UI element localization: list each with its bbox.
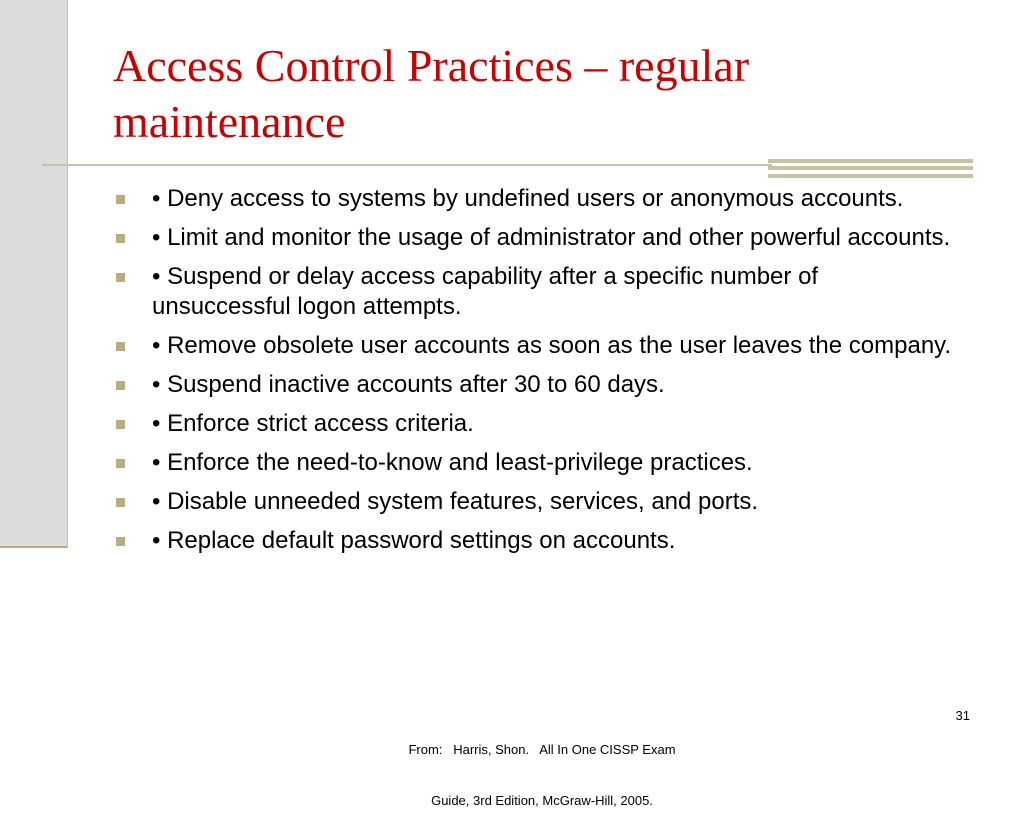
side-decor-band: [0, 0, 67, 546]
bullet-text: • Disable unneeded system features, services, and ports.: [152, 488, 759, 515]
list-item: [113, 184, 963, 214]
footer-source-citation: [372, 707, 712, 826]
bullet-list: [113, 184, 963, 565]
footer-source-line: From: Harris, Shon. All In One CISSP Exam: [408, 742, 676, 757]
accent-bar: [768, 174, 973, 178]
bullet-text: • Replace default password settings on accounts.: [152, 527, 676, 554]
side-decor-rule: [0, 546, 67, 548]
square-bullet-icon: [116, 537, 125, 546]
square-bullet-icon: [116, 498, 125, 507]
accent-bar: [768, 166, 973, 170]
bullet-text: • Enforce strict access criteria.: [152, 410, 474, 437]
footer-source-line: Guide, 3rd Edition, McGraw-Hill, 2005.: [431, 793, 653, 808]
list-item: [113, 448, 963, 478]
list-item: [113, 526, 963, 556]
square-bullet-icon: [116, 381, 125, 390]
list-item: [113, 487, 963, 517]
bullet-text: • Deny access to systems by undefined users or anonymous accounts.: [152, 185, 904, 212]
bullet-text: • Limit and monitor the usage of administrator and other powerful accounts.: [152, 224, 951, 251]
square-bullet-icon: [116, 420, 125, 429]
list-item: [113, 262, 963, 322]
slide-number: 31: [955, 708, 970, 723]
list-item: [113, 331, 963, 361]
square-bullet-icon: [116, 459, 125, 468]
list-item: [113, 409, 963, 439]
bullet-text: • Suspend or delay access capability after a specific number of unsuccessful logon attempts.: [152, 263, 819, 320]
accent-bar: [768, 159, 973, 163]
bullet-text: • Suspend inactive accounts after 30 to 60 days.: [152, 371, 665, 398]
bullet-text: • Remove obsolete user accounts as soon as the user leaves the company.: [152, 332, 952, 359]
square-bullet-icon: [116, 342, 125, 351]
bullet-text: • Enforce the need-to-know and least-privilege practices.: [152, 449, 753, 476]
square-bullet-icon: [116, 273, 125, 282]
list-item: [113, 223, 963, 253]
side-decor-divider: [67, 0, 68, 548]
title-underline: [42, 164, 772, 166]
square-bullet-icon: [116, 195, 125, 204]
slide-title: Access Control Practices – regular maintenance: [113, 40, 750, 147]
square-bullet-icon: [116, 234, 125, 243]
list-item: [113, 370, 963, 400]
